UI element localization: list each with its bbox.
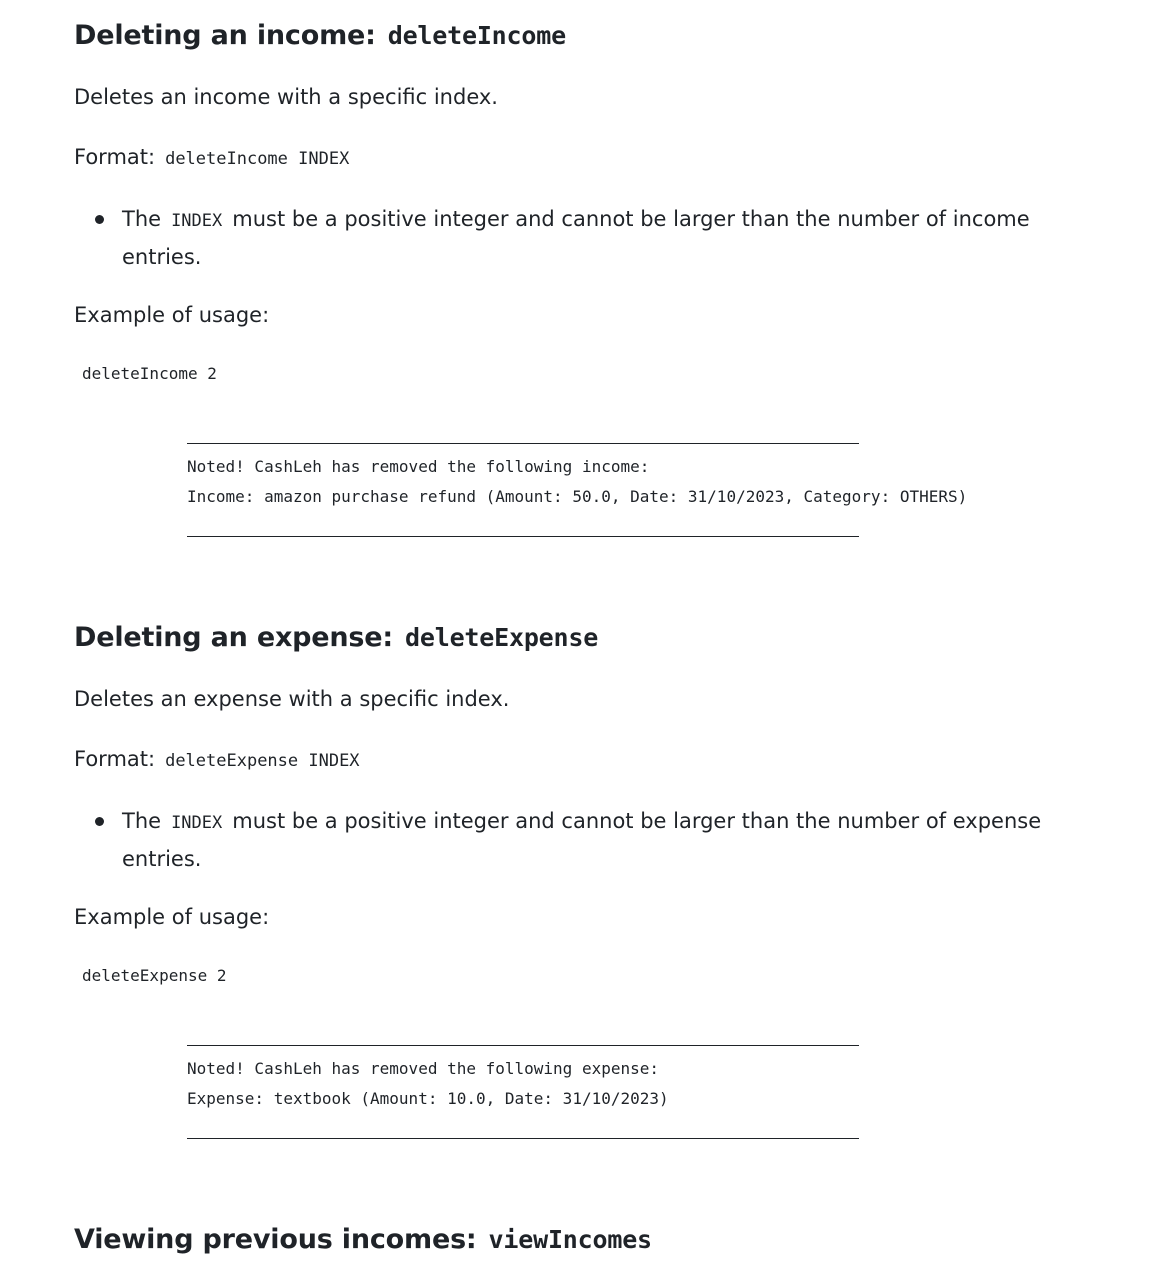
- output-line: Expense: textbook (Amount: 10.0, Date: 31/10/2023): [187, 1089, 669, 1108]
- output-divider-bottom: [187, 1138, 859, 1139]
- output-block: [187, 1045, 859, 1139]
- heading-command: viewIncomes: [488, 1225, 652, 1254]
- output-line: Noted! CashLeh has removed the following expense:: [187, 1059, 660, 1078]
- format-line: [74, 743, 1082, 777]
- bullet-list: [74, 803, 1082, 877]
- bullet-code: INDEX: [171, 813, 223, 833]
- bullet-pre: The: [122, 809, 162, 833]
- heading-command: deleteIncome: [387, 21, 566, 50]
- bullet-post: must be a positive integer and cannot be larger than the number of income entries.: [122, 207, 1030, 269]
- example-code-block: deleteIncome 2: [82, 364, 217, 383]
- format-line: [74, 141, 1082, 175]
- example-code-block: deleteExpense 2: [82, 966, 227, 985]
- section-view-incomes: [74, 1222, 652, 1258]
- heading-command: deleteExpense: [405, 623, 599, 652]
- section-delete-income: [74, 18, 1082, 537]
- format-label: Format:: [74, 145, 156, 169]
- section-heading: [74, 1222, 652, 1258]
- format-code: deleteIncome INDEX: [165, 149, 350, 169]
- list-item: [122, 201, 1082, 275]
- section-delete-expense: [74, 620, 1082, 1139]
- output-line: Noted! CashLeh has removed the following income:: [187, 457, 650, 476]
- output-line: Income: amazon purchase refund (Amount: 50.0, Date: 31/10/2023, Category: OTHERS): [187, 487, 968, 506]
- format-label: Format:: [74, 747, 156, 771]
- section-heading: [74, 18, 1082, 54]
- example-label: Example of usage:: [74, 303, 270, 327]
- output-block: [187, 443, 968, 537]
- bullet-pre: The: [122, 207, 162, 231]
- list-item: [122, 803, 1082, 877]
- section-description: Deletes an expense with a specific index.: [74, 687, 510, 711]
- bullet-list: [74, 201, 1082, 275]
- section-heading: [74, 620, 1082, 656]
- bullet-code: INDEX: [171, 211, 223, 231]
- format-code: deleteExpense INDEX: [165, 751, 360, 771]
- bullet-post: must be a positive integer and cannot be larger than the number of expense entries.: [122, 809, 1042, 871]
- heading-text: Deleting an expense:: [74, 622, 394, 653]
- output-divider-bottom: [187, 536, 859, 537]
- section-description: Deletes an income with a specific index.: [74, 85, 498, 109]
- example-label: Example of usage:: [74, 905, 270, 929]
- heading-text: Deleting an income:: [74, 20, 376, 51]
- heading-text: Viewing previous incomes:: [74, 1224, 477, 1255]
